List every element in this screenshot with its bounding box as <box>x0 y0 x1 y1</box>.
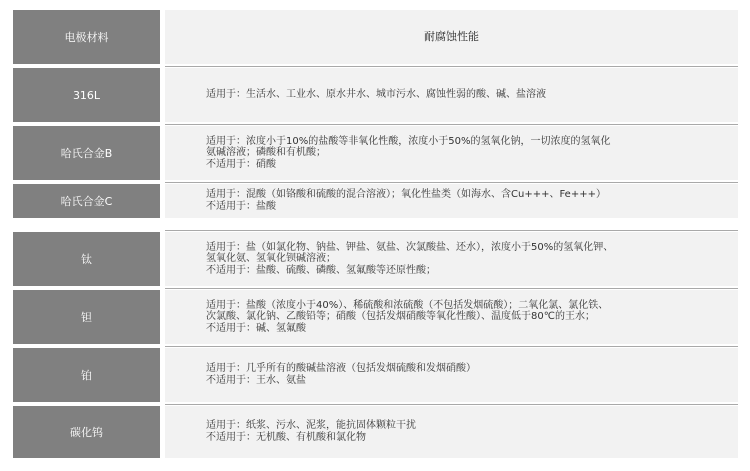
corrosion-line: 适用于：盐（如氯化物、钠盐、钾盐、氨盐、次氯酸盐、还水），浓度小于50%的氢氧化钾、 <box>206 241 614 253</box>
header-material-cell <box>13 10 160 64</box>
material-cell-tungsten-carbide <box>13 406 160 458</box>
material-label: 钛 <box>81 253 92 266</box>
corrosion-line: 适用于：几乎所有的酸碱盐溶液（包括发烟硫酸和发烟硝酸） <box>206 363 476 375</box>
corrosion-line: 次氯酸、氯化钠、乙酸铅等；硝酸（包括发烟硝酸等氧化性酸）、温度低于80℃的王水； <box>206 311 595 323</box>
header-material-label: 电极材料 <box>64 31 109 44</box>
material-label: 哈氏合金C <box>60 195 113 208</box>
corrosion-line: 不适用于：碱、氢氟酸 <box>206 322 306 334</box>
corrosion-cell-platinum <box>165 348 738 402</box>
corrosion-line: 不适用于：硝酸 <box>206 158 276 170</box>
material-cell-tantalum <box>13 290 160 344</box>
material-cell-316l <box>13 68 160 122</box>
corrosion-cell-316l <box>165 68 738 122</box>
row-divider <box>165 404 738 405</box>
corrosion-cell-hastelloy-b <box>165 126 738 180</box>
row-divider <box>165 230 738 231</box>
row-divider <box>165 66 738 67</box>
row-divider <box>165 288 738 289</box>
material-label: 哈氏合金B <box>60 147 113 160</box>
material-label: 316L <box>72 88 101 102</box>
corrosion-cell-hastelloy-c <box>165 184 738 218</box>
corrosion-line: 适用于：纸浆、污水、泥浆，能抗固体颗粒干扰 <box>206 420 416 432</box>
material-cell-platinum <box>13 348 160 402</box>
material-cell-hastelloy-c <box>13 184 160 218</box>
material-label: 钽 <box>81 311 92 324</box>
corrosion-line: 适用于：浓度小于10%的盐酸等非氧化性酸，浓度小于50%的氢氧化钠，一切浓度的氢氧化 <box>206 135 611 147</box>
header-corrosion-label: 耐腐蚀性能 <box>424 30 479 44</box>
header-corrosion-cell <box>165 10 738 64</box>
row-divider <box>165 346 738 347</box>
material-label: 铂 <box>81 369 92 382</box>
corrosion-line: 氢氧化氨、氢氧化钡碱溶液； <box>206 253 336 265</box>
corrosion-line: 适用于：生活水、工业水、原水井水、城市污水、腐蚀性弱的酸、碱、盐溶液 <box>206 89 546 101</box>
corrosion-line: 氨碱溶液；磷酸和有机酸； <box>206 147 326 159</box>
row-divider <box>165 124 738 125</box>
corrosion-cell-tungsten-carbide <box>165 406 738 458</box>
corrosion-line: 不适用于：盐酸、硫酸、磷酸、氢氟酸等还原性酸； <box>206 264 436 276</box>
corrosion-line: 不适用于：无机酸、有机酸和氯化物 <box>206 432 366 443</box>
material-label: 碳化钨 <box>70 426 103 439</box>
material-cell-titanium <box>13 232 160 286</box>
corrosion-cell-tantalum <box>165 290 738 344</box>
corrosion-line: 不适用于：王水、氨盐 <box>206 375 306 386</box>
corrosion-line: 不适用于：盐酸 <box>206 201 276 212</box>
corrosion-line: 适用于：盐酸（浓度小于40%）、稀硫酸和浓硫酸（不包括发烟硫酸）；二氧化氯、氯化铁、 <box>206 299 609 311</box>
corrosion-cell-titanium <box>165 232 738 286</box>
material-cell-hastelloy-b <box>13 126 160 180</box>
row-divider <box>165 182 738 183</box>
corrosion-line: 适用于：混酸（如铬酸和硫酸的混合溶液）；氧化性盐类（如海水、含Cu+++、Fe+++） <box>206 189 606 201</box>
